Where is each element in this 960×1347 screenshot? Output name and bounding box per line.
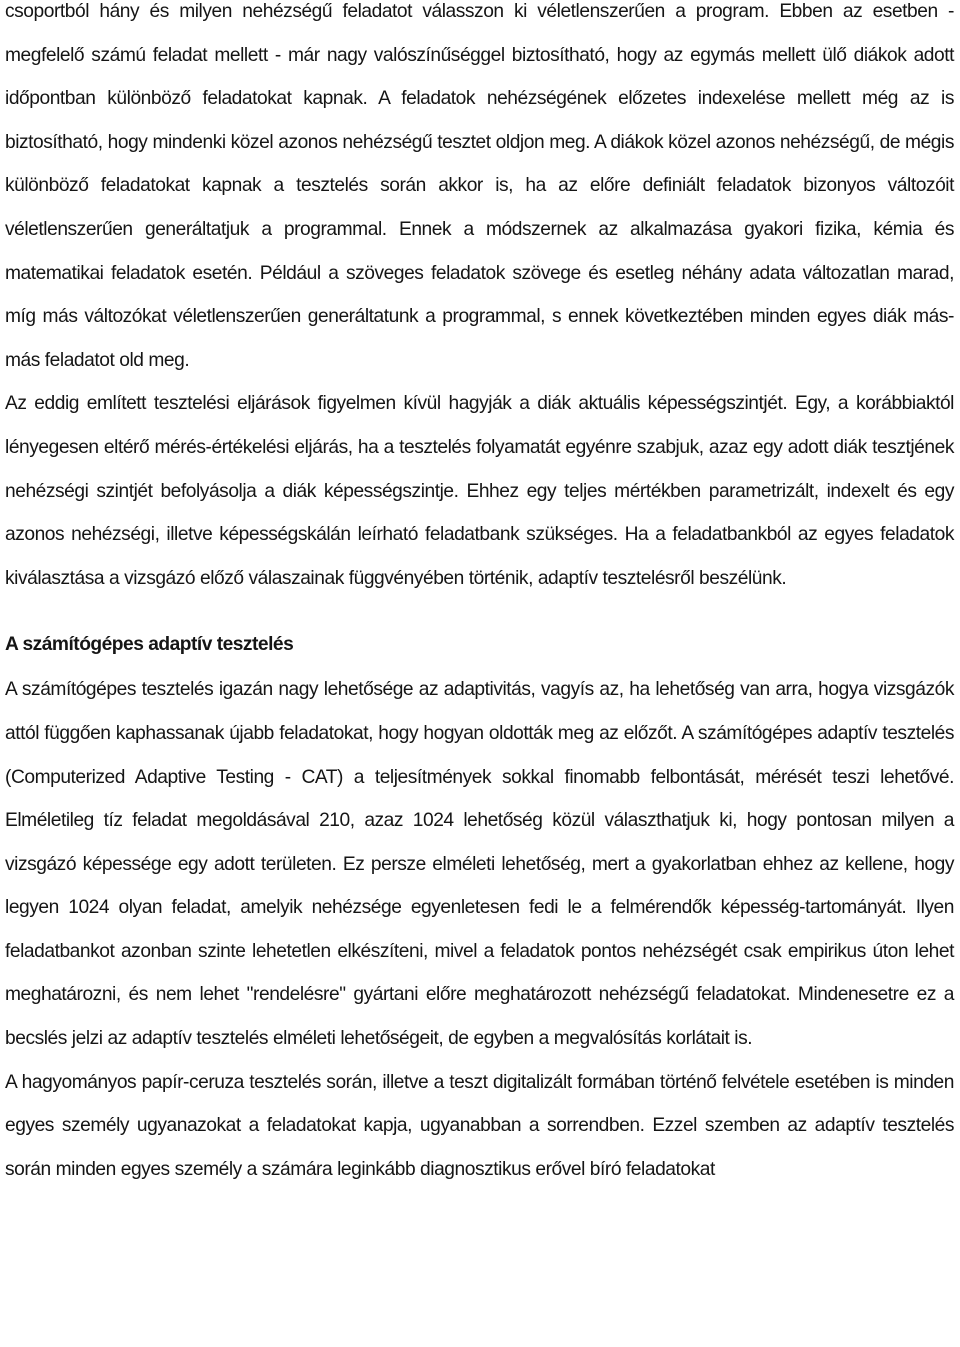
body-paragraph: A számítógépes tesztelés igazán nagy lehetősége az adaptivitás, vagyís az, ha lehetőség van arra, hogya vizsgázók attól függően kaphassanak újabb feladatokat, hogy hogyan oldották meg az előzőt. A számítógépes adaptív tesztelés (Computerized Adaptive Testing - CAT) a teljesítmények sokkal finomabb felbontását, mérését teszi lehetővé. Elméletileg tíz feladat megoldásával 210, azaz 1024 lehetőség közül választhatjuk ki, hogy pontosan milyen a vizsgázó képessége egy adott területen. Ez persze elméleti lehetőség, mert a gyakorlatban ehhez az kellene, hogy legyen 1024 olyan feladat, amelyik nehézsége egyenletesen fedi le a felmérendők képesség-tartományát. Ilyen feladatbankot azonban szinte lehetetlen elkészíteni, mivel a feladatok pontos nehézségét csak empirikus úton lehet meghatározni, és nem lehet "rendelésre" gyártani előre meghatározott nehézségű feladatokat. Mindenesetre ez a becslés jelzi az adaptív tesztelés elméleti lehetőségeit, de egyben a megvalósítás korlátait is. xyxy=(5,679,954,1050)
section-heading: A számítógépes adaptív tesztelés xyxy=(5,634,294,656)
body-paragraph: csoportból hány és milyen nehézségű feladatot válasszon ki véletlenszerűen a program. Ebben az esetben - megfelelő számú feladat mellett - már nagy valószínűséggel biztosítható, hogy az egymás mellett ülő diákok adott időpontban különböző feladatokat kapnak. A feladatok nehézségének előzetes indexelése mellett még az is biztosítható, hogy mindenki közel azonos nehézségű tesztet oldjon meg. A diákok közel azonos nehézségű, de mégis különböző feladatokat kapnak a tesztelés során akkor is, ha az előre definiált feladatok bizonyos változóit véletlenszerűen generáltatjuk a programmal. Ennek a módszernek az alkalmazása gyakori fizika, kémia és matematikai feladatok esetén. Például a szöveges feladatok szövege és esetleg néhány adata változatlan marad, míg más változókat véletlenszerűen generáltatunk a programmal, s ennek következtében minden egyes diák más-más feladatot old meg. xyxy=(5,1,954,371)
body-paragraph: Az eddig említett tesztelési eljárások figyelmen kívül hagyják a diák aktuális képességszintjét. Egy, a korábbiaktól lényegesen eltérő mérés-értékelési eljárás, ha a tesztelés folyamatát egyénre szabjuk, azaz egy adott diák tesztjének nehézségi szintjét befolyásolja a diák képességszintje. Ehhez egy teljes mértékben parametrizált, indexelt és egy azonos nehézségi, illetve képességskálán leírható feladatbank szükséges. Ha a feladatbankból az egyes feladatok kiválasztása a vizsgázó előző válaszainak függvényében történik, adaptív tesztelésről beszélünk. xyxy=(5,393,954,589)
body-paragraph: A hagyományos papír-ceruza tesztelés során, illetve a teszt digitalizált formában történő felvétele esetében is minden egyes személy ugyanazokat a feladatokat kapja, ugyanabban a sorrendben. Ezzel szemben az adaptív tesztelés során minden egyes személy a számára leginkább diagnosztikus erővel bíró feladatokat xyxy=(5,1071,954,1180)
